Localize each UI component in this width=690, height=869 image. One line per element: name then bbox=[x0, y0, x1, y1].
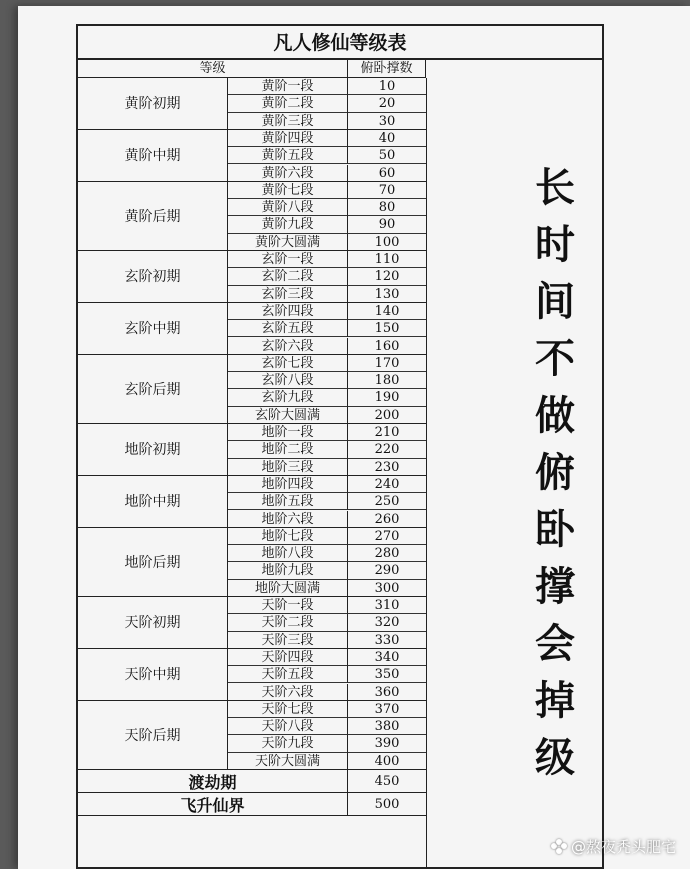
level-name: 玄阶二段 bbox=[228, 268, 348, 285]
level-name: 天阶四段 bbox=[228, 649, 348, 666]
pushup-count: 190 bbox=[348, 389, 426, 406]
pushup-count: 350 bbox=[348, 666, 426, 683]
level-name: 黄阶二段 bbox=[228, 95, 348, 112]
pushup-count: 110 bbox=[348, 251, 426, 268]
pushup-count: 70 bbox=[348, 182, 426, 199]
watermark-text: @熬夜秃头肥宅 bbox=[570, 838, 676, 856]
level-name: 地阶四段 bbox=[228, 476, 348, 493]
level-name: 地阶八段 bbox=[228, 545, 348, 562]
level-name: 黄阶六段 bbox=[228, 165, 348, 182]
final-stage-name: 飞升仙界 bbox=[78, 793, 348, 816]
pushup-count: 40 bbox=[348, 130, 426, 147]
pushup-count: 290 bbox=[348, 562, 426, 579]
level-name: 天阶八段 bbox=[228, 718, 348, 735]
level-name: 天阶三段 bbox=[228, 632, 348, 649]
level-table bbox=[76, 24, 604, 869]
stage-cell: 天阶后期 bbox=[78, 701, 228, 770]
pushup-count: 360 bbox=[348, 684, 426, 701]
pushup-count: 230 bbox=[348, 459, 426, 476]
pushup-count: 250 bbox=[348, 493, 426, 510]
paper-sheet bbox=[18, 6, 690, 869]
stage-cell: 天阶中期 bbox=[78, 649, 228, 701]
level-name: 黄阶九段 bbox=[228, 216, 348, 233]
level-name: 玄阶八段 bbox=[228, 372, 348, 389]
level-name: 地阶三段 bbox=[228, 459, 348, 476]
stage-cell: 玄阶中期 bbox=[78, 303, 228, 355]
right-column-divider bbox=[426, 78, 427, 867]
pushup-count: 80 bbox=[348, 199, 426, 216]
level-name: 玄阶九段 bbox=[228, 389, 348, 406]
pushup-count: 330 bbox=[348, 632, 426, 649]
pushup-count: 160 bbox=[348, 338, 426, 355]
level-name: 地阶六段 bbox=[228, 511, 348, 528]
paw-icon bbox=[551, 839, 567, 855]
level-name: 天阶五段 bbox=[228, 666, 348, 683]
level-name: 玄阶大圆满 bbox=[228, 407, 348, 424]
final-pushup-count: 500 bbox=[348, 793, 426, 816]
level-name: 玄阶六段 bbox=[228, 338, 348, 355]
level-name: 地阶二段 bbox=[228, 441, 348, 458]
level-name: 天阶六段 bbox=[228, 684, 348, 701]
pushup-count: 280 bbox=[348, 545, 426, 562]
header-grade: 等级 bbox=[78, 60, 348, 78]
stage-cell: 玄阶后期 bbox=[78, 355, 228, 424]
level-name: 黄阶八段 bbox=[228, 199, 348, 216]
pushup-count: 10 bbox=[348, 78, 426, 95]
pushup-count: 300 bbox=[348, 580, 426, 597]
level-name: 天阶一段 bbox=[228, 597, 348, 614]
pushup-count: 380 bbox=[348, 718, 426, 735]
pushup-count: 220 bbox=[348, 441, 426, 458]
level-name: 天阶大圆满 bbox=[228, 753, 348, 770]
pushup-count: 90 bbox=[348, 216, 426, 233]
pushup-count: 180 bbox=[348, 372, 426, 389]
stage-cell: 黄阶初期 bbox=[78, 78, 228, 130]
stage-cell: 地阶后期 bbox=[78, 528, 228, 597]
pushup-count: 170 bbox=[348, 355, 426, 372]
pushup-count: 150 bbox=[348, 320, 426, 337]
pushup-count: 200 bbox=[348, 407, 426, 424]
level-name: 玄阶三段 bbox=[228, 286, 348, 303]
level-name: 黄阶三段 bbox=[228, 113, 348, 130]
final-stage-name: 渡劫期 bbox=[78, 770, 348, 793]
level-name: 天阶七段 bbox=[228, 701, 348, 718]
level-name: 地阶九段 bbox=[228, 562, 348, 579]
pushup-count: 210 bbox=[348, 424, 426, 441]
stage-cell: 地阶中期 bbox=[78, 476, 228, 528]
stage-cell: 地阶初期 bbox=[78, 424, 228, 476]
pushup-count: 30 bbox=[348, 113, 426, 130]
level-name: 玄阶一段 bbox=[228, 251, 348, 268]
stage-cell: 玄阶初期 bbox=[78, 251, 228, 303]
stage-cell: 黄阶中期 bbox=[78, 130, 228, 182]
pushup-count: 370 bbox=[348, 701, 426, 718]
level-name: 黄阶一段 bbox=[228, 78, 348, 95]
pushup-count: 130 bbox=[348, 286, 426, 303]
pushup-count: 120 bbox=[348, 268, 426, 285]
pushup-count: 390 bbox=[348, 735, 426, 752]
side-note-text: 长时间不做俯卧撑会掉级 bbox=[528, 166, 575, 793]
level-name: 地阶一段 bbox=[228, 424, 348, 441]
pushup-count: 320 bbox=[348, 614, 426, 631]
pushup-count: 50 bbox=[348, 147, 426, 164]
pushup-count: 60 bbox=[348, 165, 426, 182]
level-name: 黄阶四段 bbox=[228, 130, 348, 147]
final-pushup-count: 450 bbox=[348, 770, 426, 793]
pushup-count: 100 bbox=[348, 234, 426, 251]
level-name: 天阶九段 bbox=[228, 735, 348, 752]
stage-cell: 天阶初期 bbox=[78, 597, 228, 649]
pushup-count: 240 bbox=[348, 476, 426, 493]
level-name: 天阶二段 bbox=[228, 614, 348, 631]
level-name: 玄阶七段 bbox=[228, 355, 348, 372]
pushup-count: 400 bbox=[348, 753, 426, 770]
level-name: 地阶大圆满 bbox=[228, 580, 348, 597]
level-name: 黄阶大圆满 bbox=[228, 234, 348, 251]
watermark bbox=[551, 836, 676, 857]
pushup-count: 20 bbox=[348, 95, 426, 112]
level-name: 黄阶七段 bbox=[228, 182, 348, 199]
header-pushups: 俯卧撑数 bbox=[348, 60, 426, 78]
pushup-count: 340 bbox=[348, 649, 426, 666]
level-name: 玄阶五段 bbox=[228, 320, 348, 337]
pushup-count: 270 bbox=[348, 528, 426, 545]
level-name: 地阶五段 bbox=[228, 493, 348, 510]
pushup-count: 310 bbox=[348, 597, 426, 614]
pushup-count: 260 bbox=[348, 511, 426, 528]
table-title: 凡人修仙等级表 bbox=[78, 26, 602, 60]
level-name: 黄阶五段 bbox=[228, 147, 348, 164]
level-name: 地阶七段 bbox=[228, 528, 348, 545]
level-name: 玄阶四段 bbox=[228, 303, 348, 320]
side-note bbox=[506, 166, 596, 793]
stage-cell: 黄阶后期 bbox=[78, 182, 228, 251]
pushup-count: 140 bbox=[348, 303, 426, 320]
